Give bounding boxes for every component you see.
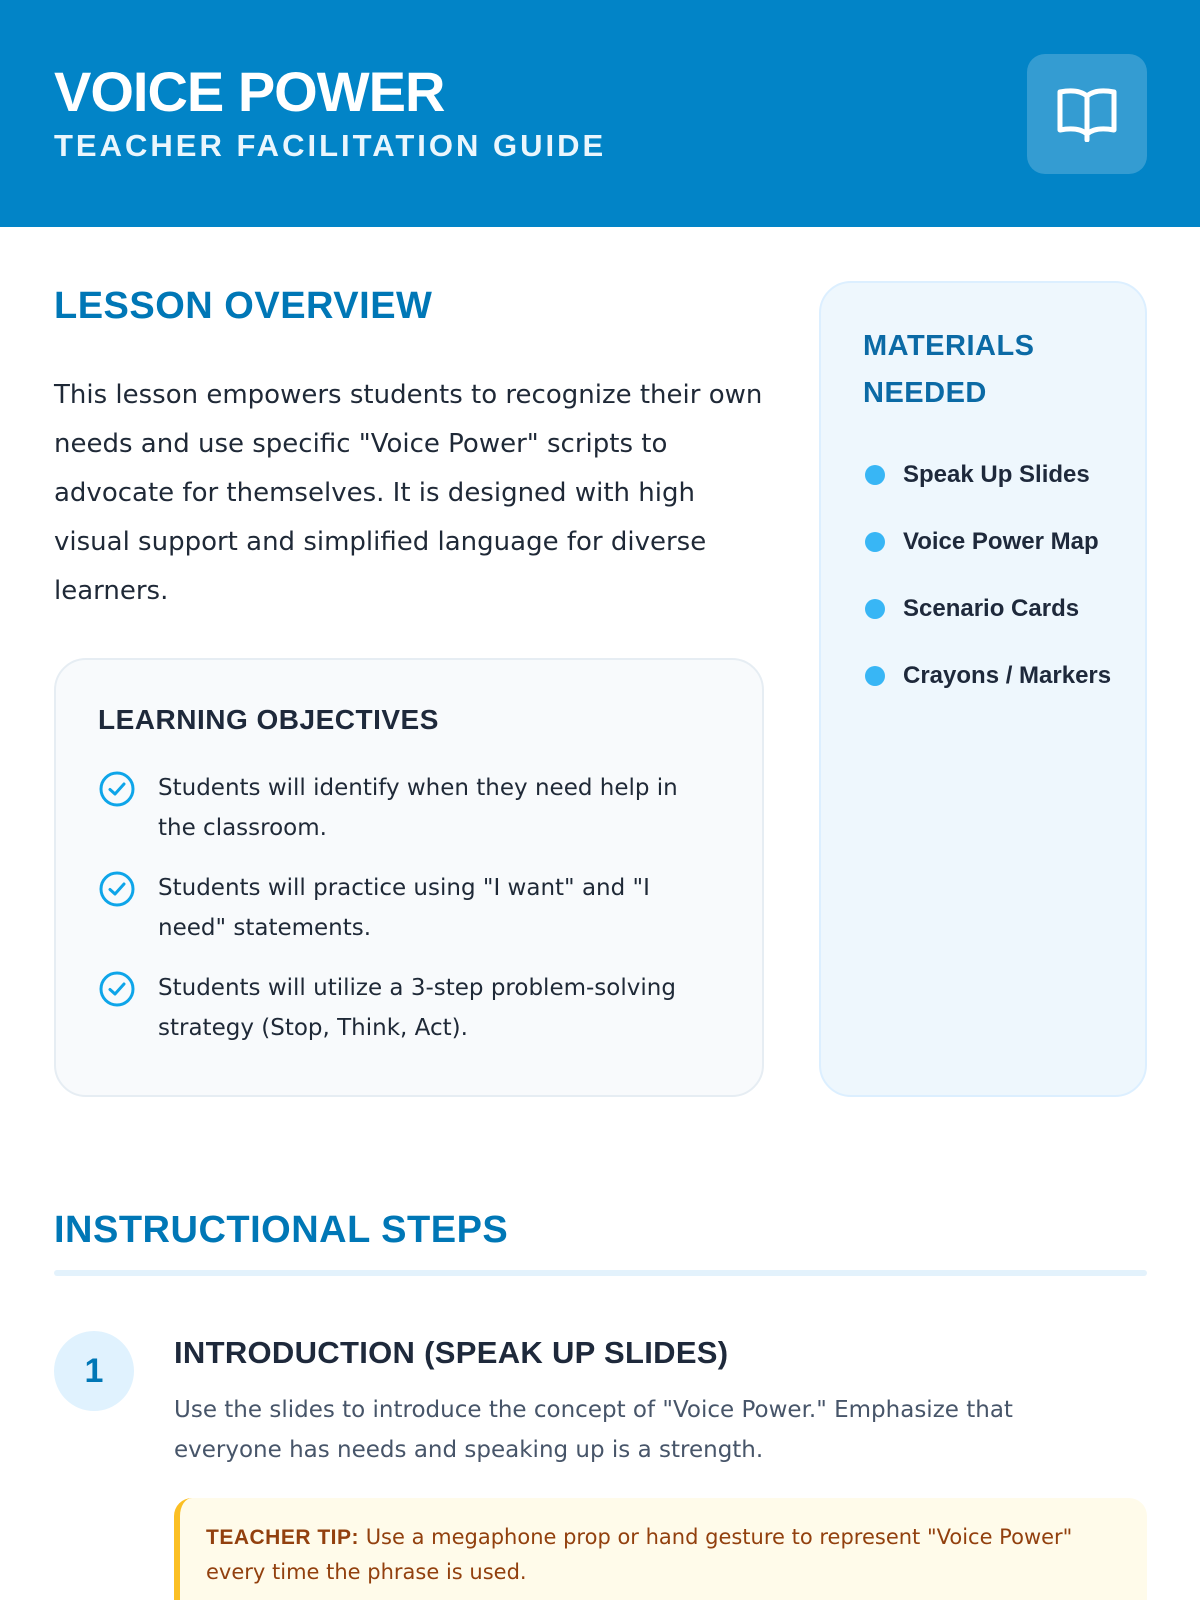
material-item (863, 455, 1133, 495)
learning-objectives-card (54, 658, 764, 1097)
objective-text: Students will identify when they need help in the classroom. (158, 775, 678, 841)
material-text: Speak Up Slides (903, 461, 1090, 488)
bullet-dot-icon (865, 599, 885, 619)
materials-list (863, 455, 1133, 723)
book-badge (1027, 54, 1147, 174)
check-circle-icon (98, 970, 136, 1008)
material-item (863, 522, 1133, 562)
guide-title: VOICE POWER (54, 60, 445, 123)
material-item (863, 656, 1133, 696)
materials-card (819, 281, 1147, 1097)
objective-text: Students will utilize a 3-step problem-solving strategy (Stop, Think, Act). (158, 975, 676, 1041)
step-number-badge: 1 (54, 1331, 134, 1411)
instructional-steps-heading: INSTRUCTIONAL STEPS (54, 1209, 509, 1251)
objective-item (98, 768, 718, 848)
objectives-list (98, 768, 718, 1068)
step-title: INTRODUCTION (SPEAK UP SLIDES) (174, 1335, 729, 1370)
guide-subtitle: TEACHER FACILITATION GUIDE (54, 128, 607, 163)
open-book-icon (1056, 86, 1118, 142)
material-text: Scenario Cards (903, 595, 1080, 622)
bullet-dot-icon (865, 666, 885, 686)
learning-objectives-heading: LEARNING OBJECTIVES (98, 704, 439, 735)
objective-text: Students will practice using "I want" and "I need" statements. (158, 875, 650, 941)
material-item (863, 589, 1133, 629)
objective-item (98, 968, 718, 1048)
lesson-overview-text: This lesson empowers students to recognize their own needs and use specific "Voice Power" scripts to advocate for themselves. It is designed with high visual support and simplified language for diverse learners. (54, 380, 763, 606)
lesson-overview-heading: LESSON OVERVIEW (54, 285, 433, 327)
step-description: Use the slides to introduce the concept of "Voice Power." Emphasize that everyone has needs and speaking up is a strength. (174, 1397, 1013, 1463)
teacher-tip-text: Use a megaphone prop or hand gesture to represent "Voice Power" every time the phrase is used. (206, 1525, 1073, 1584)
materials-heading: MATERIALS NEEDED (863, 330, 1035, 409)
teacher-tip-label: TEACHER TIP: (206, 1526, 359, 1549)
teacher-tip-callout (174, 1498, 1147, 1600)
check-circle-icon (98, 870, 136, 908)
material-text: Voice Power Map (903, 528, 1099, 555)
section-divider (54, 1270, 1147, 1276)
material-text: Crayons / Markers (903, 662, 1112, 689)
objective-item (98, 868, 718, 948)
bullet-dot-icon (865, 532, 885, 552)
bullet-dot-icon (865, 465, 885, 485)
check-circle-icon (98, 770, 136, 808)
page-header (0, 0, 1200, 227)
